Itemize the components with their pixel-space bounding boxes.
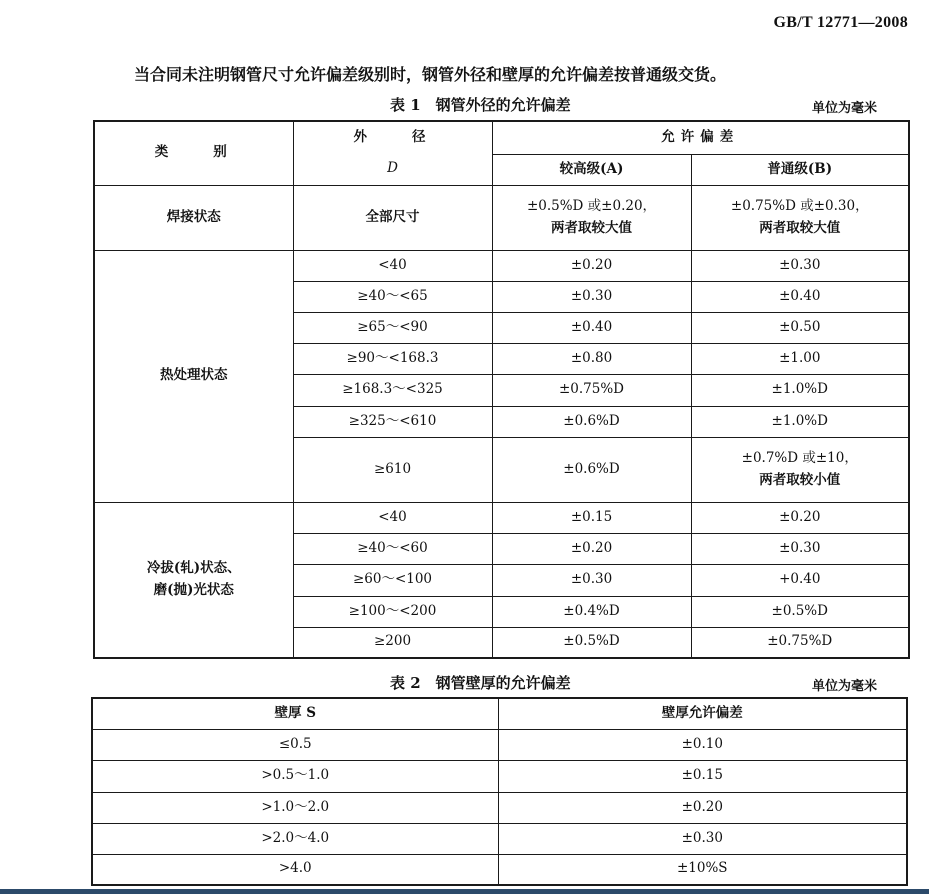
tolerance-a-cell: ±0.4%D xyxy=(492,596,691,627)
tolerance-b-cell: ±0.50 xyxy=(691,312,909,343)
size-cell: <40 xyxy=(293,250,492,281)
tolerance-cell: ±0.30 xyxy=(498,823,907,854)
category-welded: 焊接状态 xyxy=(94,185,293,250)
category-cold-drawn-line1: 冷拔(轧)状态、 xyxy=(146,560,241,577)
tolerance-b-cell: ±0.30 xyxy=(691,533,909,564)
thickness-cell: >4.0 xyxy=(92,854,498,885)
table1-unit: 单位为毫米 xyxy=(812,101,878,116)
tolerance-a-cell: ±0.6%D xyxy=(492,406,691,437)
tolerance-a-cell: ±0.30 xyxy=(492,564,691,596)
size-cell: <40 xyxy=(293,502,492,533)
tolerance-b-cell: ±0.75%D xyxy=(691,627,909,658)
tolerance-cell: ±10%S xyxy=(498,854,907,885)
size-cell: ≥610 xyxy=(293,437,492,502)
tolerance-b-cell: ±0.40 xyxy=(691,281,909,312)
size-cell: ≥90～<168.3 xyxy=(293,343,492,374)
table-row xyxy=(92,760,907,792)
table-row xyxy=(94,502,909,533)
table-row xyxy=(92,729,907,760)
header-tolerance: 允许偏差 xyxy=(492,121,909,154)
tolerance-b-cell xyxy=(691,185,909,250)
size-cell: ≥65～<90 xyxy=(293,312,492,343)
tolerance-b-cell: ±1.0%D xyxy=(691,406,909,437)
table2-unit: 单位为毫米 xyxy=(812,679,878,694)
thickness-cell: ≤0.5 xyxy=(92,729,498,760)
tolerance-b-line2: 两者取较大值 xyxy=(759,219,841,236)
tolerance-cell: ±0.15 xyxy=(498,760,907,792)
tolerance-b-line2: 两者取较小值 xyxy=(759,471,841,488)
tolerance-a-cell: ±0.15 xyxy=(492,502,691,533)
header-od: 外 径 xyxy=(293,121,492,154)
tolerance-cell: ±0.10 xyxy=(498,729,907,760)
table2-caption: 表 2 钢管壁厚的允许偏差 xyxy=(390,674,571,692)
tolerance-a-cell: ±0.6%D xyxy=(492,437,691,502)
tolerance-b-line1: ±0.7%D 或±10， xyxy=(741,449,858,466)
header-grade-b: 普通级(B) xyxy=(691,154,909,185)
intro-paragraph: 当合同未注明钢管尺寸允许偏差级别时，钢管外径和壁厚的允许偏差按普通级交货。 xyxy=(134,65,727,84)
tolerance-a-cell xyxy=(492,185,691,250)
size-cell: ≥100～<200 xyxy=(293,596,492,627)
size-cell: 全部尺寸 xyxy=(293,185,492,250)
table-row xyxy=(92,854,907,885)
size-cell: ≥200 xyxy=(293,627,492,658)
thickness-cell: >1.0～2.0 xyxy=(92,792,498,823)
tolerance-a-cell: ±0.5%D xyxy=(492,627,691,658)
page-bottom-border xyxy=(0,889,929,894)
tolerance-a-cell: ±0.40 xyxy=(492,312,691,343)
category-cold-drawn-line2: 磨(抛)光状态 xyxy=(153,581,234,598)
od-tolerance-table xyxy=(93,120,910,659)
table-row xyxy=(92,823,907,854)
category-heat-treated: 热处理状态 xyxy=(94,250,293,502)
table-row xyxy=(92,792,907,823)
header-thickness: 壁厚 S xyxy=(92,698,498,729)
tolerance-b-cell: ±0.5%D xyxy=(691,596,909,627)
thickness-cell: >0.5～1.0 xyxy=(92,760,498,792)
tolerance-b-cell: ±1.00 xyxy=(691,343,909,374)
tolerance-b-cell xyxy=(691,437,909,502)
size-cell: ≥325～<610 xyxy=(293,406,492,437)
tolerance-a-cell: ±0.75%D xyxy=(492,374,691,406)
header-category: 类 别 xyxy=(94,121,293,185)
tolerance-b-cell: ±0.20 xyxy=(691,502,909,533)
size-cell: ≥40～<65 xyxy=(293,281,492,312)
table1-caption: 表 1 钢管外径的允许偏差 xyxy=(390,96,571,114)
standard-number: GB/T 12771—2008 xyxy=(773,14,908,31)
size-cell: ≥168.3～<325 xyxy=(293,374,492,406)
header-od-symbol: D xyxy=(293,154,492,185)
size-cell: ≥60～<100 xyxy=(293,564,492,596)
table-row xyxy=(94,185,909,250)
tolerance-a-cell: ±0.20 xyxy=(492,250,691,281)
tolerance-a-cell: ±0.30 xyxy=(492,281,691,312)
category-cold-drawn xyxy=(94,502,293,658)
header-thickness-tolerance: 壁厚允许偏差 xyxy=(498,698,907,729)
tolerance-a-cell: ±0.80 xyxy=(492,343,691,374)
tolerance-a-line1: ±0.5%D 或±0.20， xyxy=(526,197,657,214)
thickness-cell: >2.0～4.0 xyxy=(92,823,498,854)
header-grade-a: 较高级(A) xyxy=(492,154,691,185)
tolerance-b-line1: ±0.75%D 或±0.30， xyxy=(730,197,869,214)
wall-thickness-table xyxy=(91,697,908,886)
tolerance-b-cell: +0.40 xyxy=(691,564,909,596)
table-row xyxy=(94,250,909,281)
size-cell: ≥40～<60 xyxy=(293,533,492,564)
tolerance-b-cell: ±0.30 xyxy=(691,250,909,281)
tolerance-a-line2: 两者取较大值 xyxy=(551,219,632,236)
tolerance-a-cell: ±0.20 xyxy=(492,533,691,564)
tolerance-b-cell: ±1.0%D xyxy=(691,374,909,406)
tolerance-cell: ±0.20 xyxy=(498,792,907,823)
